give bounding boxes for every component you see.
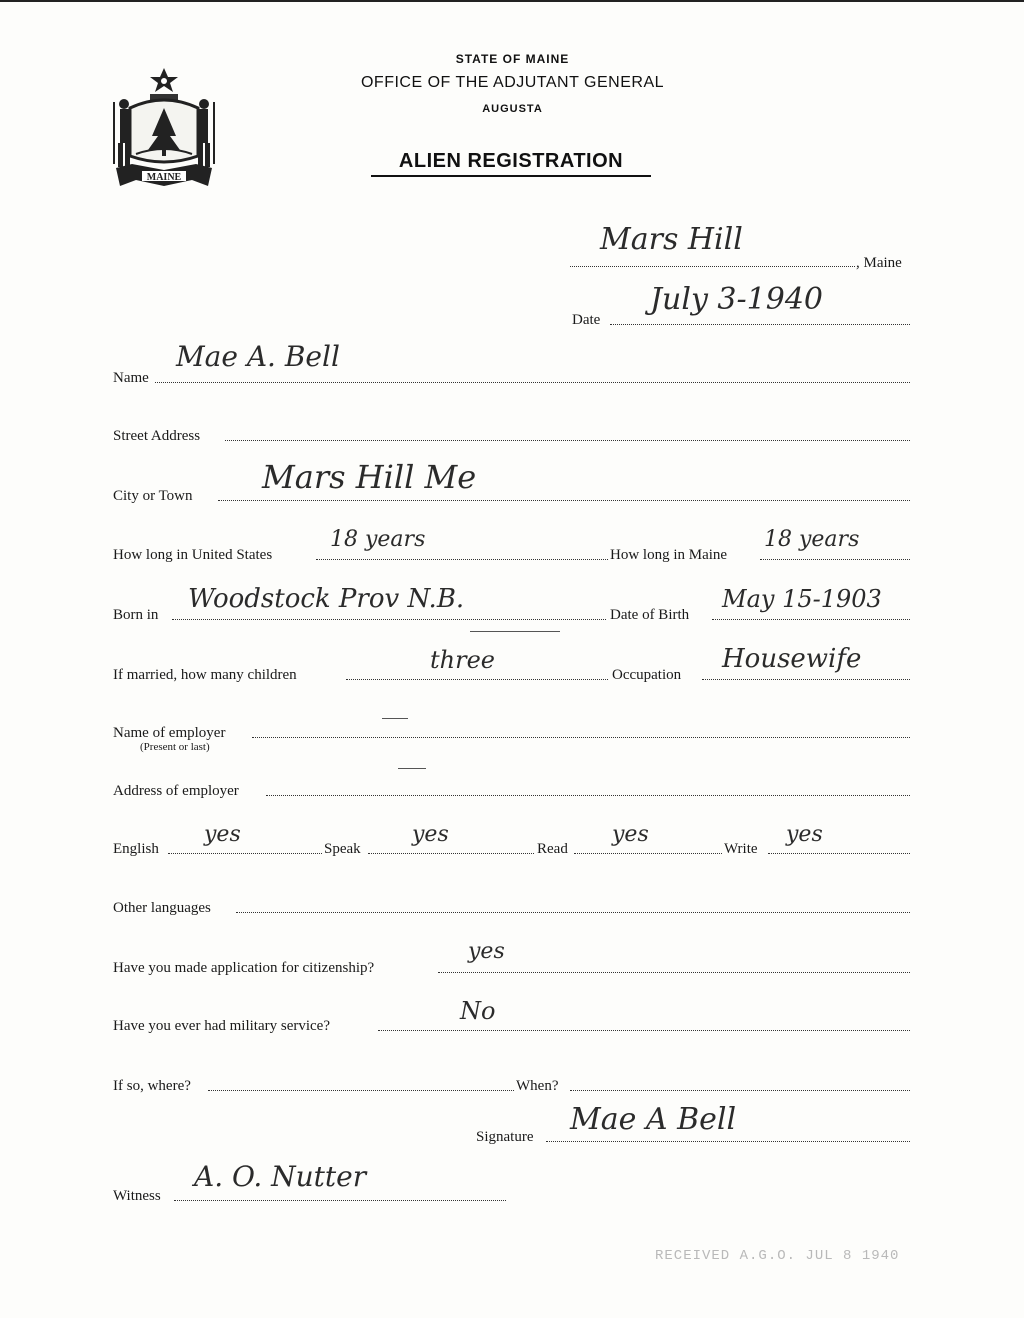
city-or-town-label: City or Town xyxy=(113,488,193,504)
citizenship-line xyxy=(438,972,910,973)
name-label: Name xyxy=(113,370,149,386)
born-in-value[interactable]: Woodstock Prov N.B. xyxy=(188,584,465,614)
how-long-us-value[interactable]: 18 years xyxy=(330,527,426,552)
read-value[interactable]: yes xyxy=(612,822,649,847)
name-line xyxy=(155,382,910,383)
english-value[interactable]: yes xyxy=(204,822,241,847)
speak-label: Speak xyxy=(324,841,361,857)
date-line xyxy=(610,324,910,325)
how-long-maine-label: How long in Maine xyxy=(610,547,728,563)
speak-line xyxy=(368,853,534,854)
name-value[interactable]: Mae A. Bell xyxy=(176,340,340,373)
date-of-birth-label: Date of Birth xyxy=(610,607,690,623)
born-in-underline-mark xyxy=(470,631,560,632)
children-label: If married, how many children xyxy=(113,667,297,683)
street-address-line xyxy=(225,440,910,441)
military-line xyxy=(378,1030,910,1031)
employer-address-dash-mark xyxy=(398,768,426,769)
employer-line xyxy=(252,737,910,738)
where-label: If so, where? xyxy=(113,1078,191,1094)
occupation-line xyxy=(702,679,910,680)
location-value[interactable]: Mars Hill xyxy=(600,222,743,257)
witness-value[interactable]: A. O. Nutter xyxy=(194,1160,367,1193)
date-of-birth-line xyxy=(712,619,910,620)
date-label: Date xyxy=(572,312,601,328)
speak-value[interactable]: yes xyxy=(412,822,449,847)
signature-label: Signature xyxy=(476,1129,534,1145)
employer-dash-mark xyxy=(382,718,408,719)
witness-label: Witness xyxy=(113,1188,161,1204)
how-long-maine-line xyxy=(760,559,910,560)
english-label: English xyxy=(113,841,159,857)
employer-label: Name of employer xyxy=(113,725,226,741)
born-in-label: Born in xyxy=(113,607,159,623)
citizenship-value[interactable]: yes xyxy=(468,939,505,964)
military-label: Have you ever had military service? xyxy=(113,1018,330,1034)
children-line xyxy=(346,679,608,680)
english-line xyxy=(168,853,322,854)
read-label: Read xyxy=(537,841,568,857)
children-value[interactable]: three xyxy=(430,646,495,674)
form-title: ALIEN REGISTRATION xyxy=(371,150,651,177)
employer-sublabel: (Present or last) xyxy=(140,741,210,753)
military-value[interactable]: No xyxy=(460,997,496,1025)
city-heading: AUGUSTA xyxy=(482,103,543,115)
maine-state-seal-icon xyxy=(108,64,220,194)
seal-banner-text: MAINE xyxy=(146,172,182,183)
location-line xyxy=(570,266,855,267)
street-address-label: Street Address xyxy=(113,428,201,444)
other-languages-line xyxy=(236,912,910,913)
city-or-town-value[interactable]: Mars Hill Me xyxy=(262,458,477,496)
date-value[interactable]: July 3-1940 xyxy=(650,282,823,317)
other-languages-label: Other languages xyxy=(113,900,211,916)
write-line xyxy=(768,853,910,854)
witness-line xyxy=(174,1200,506,1201)
how-long-us-label: How long in United States xyxy=(113,547,273,563)
received-stamp: RECEIVED A.G.O. JUL 8 1940 xyxy=(655,1248,900,1264)
office-heading: OFFICE OF THE ADJUTANT GENERAL xyxy=(360,74,665,91)
citizenship-label: Have you made application for citizenship? xyxy=(113,960,375,976)
when-line xyxy=(570,1090,910,1091)
write-value[interactable]: yes xyxy=(786,822,823,847)
signature-value[interactable]: Mae A Bell xyxy=(570,1102,737,1137)
date-of-birth-value[interactable]: May 15-1903 xyxy=(722,585,882,613)
signature-line xyxy=(546,1141,910,1142)
born-in-line xyxy=(172,619,606,620)
write-label: Write xyxy=(724,841,758,857)
read-line xyxy=(574,853,722,854)
state-heading: STATE OF MAINE xyxy=(455,52,570,66)
location-suffix-label: , Maine xyxy=(856,255,902,271)
how-long-maine-value[interactable]: 18 years xyxy=(764,527,860,552)
where-line xyxy=(208,1090,514,1091)
how-long-us-line xyxy=(316,559,608,560)
city-or-town-line xyxy=(218,500,910,501)
occupation-label: Occupation xyxy=(612,667,682,683)
occupation-value[interactable]: Housewife xyxy=(722,644,862,674)
employer-address-label: Address of employer xyxy=(113,783,239,799)
when-label: When? xyxy=(516,1078,559,1094)
employer-address-line xyxy=(266,795,910,796)
